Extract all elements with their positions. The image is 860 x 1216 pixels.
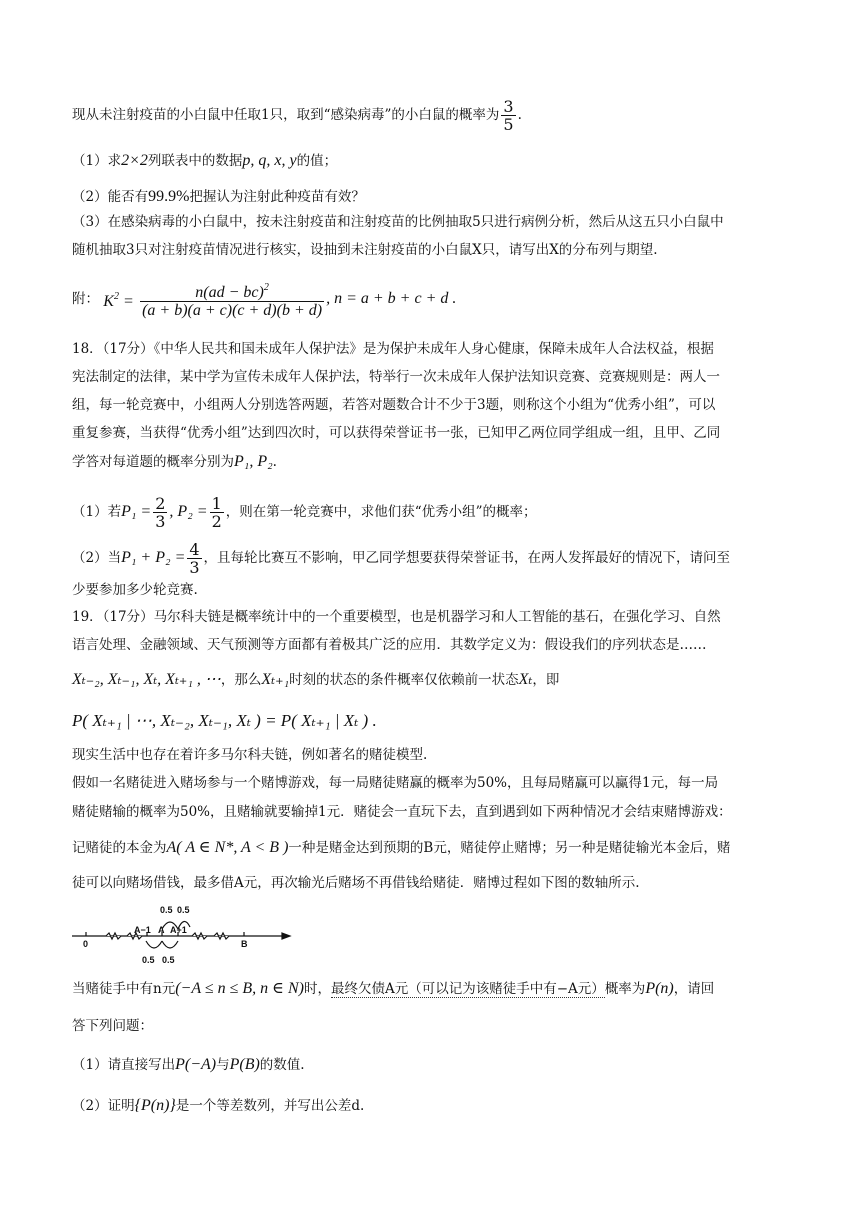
q19-part2-prefix: （2）证明 <box>72 1098 135 1114</box>
q19-part1 <box>72 1055 790 1075</box>
fraction-denominator: 5 <box>503 115 514 134</box>
q19-line3 <box>72 670 790 690</box>
q19-part2 <box>72 1096 790 1116</box>
q17-part1-text: 列联表中的数据 <box>147 153 243 169</box>
fraction-denominator: 2 <box>211 512 222 531</box>
q18-part1-p2: , P₂ = <box>169 503 208 520</box>
q19-part2-suffix: 是一个等差数列，并写出公差d. <box>175 1098 365 1114</box>
q17-part2 <box>72 187 790 207</box>
q18-line2: 宪法制定的法律，某中学为宣传未成年人保护法，特举行一次未成年人保护法知识竞赛、竞赛规则是：两人一 <box>72 369 720 385</box>
q19-part1-mid: 与 <box>216 1057 230 1073</box>
q19-line7: 赌徒赌输的概率为50%，且赌输就要输掉1元．赌徒会一直玩下去，直到遇到如下两种情况才会结束赌博游戏： <box>72 804 732 820</box>
q18-part1-frac2 <box>210 495 224 530</box>
q18-part1-p1: P₁ = <box>121 503 152 520</box>
q19-line8 <box>72 838 790 858</box>
q18-line3: 组，每一轮竞赛中，小组两人分别选答两题，若答对题数合计不少于3题，则称这个小组为“优秀小组”，可以 <box>72 397 716 413</box>
formula-label: 附： <box>72 291 99 307</box>
q18-part2-line2: 少要参加多少轮竞赛. <box>72 582 198 598</box>
label-bottom-prob-1: 0.5 <box>142 955 155 965</box>
q19-debt-note: 最终欠债A元（可以记为该赌徒手中有−A元） <box>331 981 605 997</box>
q18-line4: 重复参赛，当获得“优秀小组”达到四次时，可以获得荣誉证书一张，已知甲乙两位同学组成一组，且甲、乙同 <box>72 425 721 441</box>
arc-bottom-1 <box>146 941 162 948</box>
fraction-denominator: 3 <box>189 558 200 577</box>
q19-line3-mid: ，那么 <box>220 672 262 688</box>
q17-part1 <box>72 151 790 171</box>
formula-denominator: (a + b)(a + c)(c + d)(b + d) <box>142 302 323 319</box>
q19-line10-mid: 时， <box>304 981 331 997</box>
q17-part3-line1: （3）在感染病毒的小白鼠中，按未注射疫苗和注射疫苗的比例抽取5只进行病例分析，然后从这五只小白鼠中 <box>72 214 724 230</box>
q19-line8-prefix: 记赌徒的本金为 <box>72 840 167 856</box>
label-b: B <box>241 939 248 949</box>
fraction-numerator: 1 <box>211 494 222 513</box>
formula-k: K <box>103 292 114 310</box>
q19-markov-formula <box>72 711 790 732</box>
q19-line3-mid2: 时刻的状态的条件概率仅依赖前一状态 <box>289 672 519 688</box>
label-bottom-prob-2: 0.5 <box>162 955 175 965</box>
axis-arrow <box>282 933 290 939</box>
formula-tail: , n = a + b + c + d . <box>326 290 457 307</box>
formula-num-text: n(ad − bc) <box>195 284 264 301</box>
fraction-numerator: 4 <box>189 540 200 559</box>
q19-line10-mid2: 概率为 <box>604 981 646 997</box>
q19-p-minus-a: P(−A) <box>175 1056 217 1073</box>
q17-part1-vars: p, q, x, y <box>242 152 297 169</box>
axis-break-3 <box>192 933 207 939</box>
markov-equation: P( Xₜ₊₁ | ⋯, Xₜ₋₂, Xₜ₋₁, Xₜ ) = P( Xₜ₊₁ | Xₜ ) . <box>72 711 377 730</box>
intro-suffix: . <box>517 107 522 123</box>
q18-line5-suffix: . <box>272 454 277 470</box>
q19-capital-condition: A( A ∈ N*, A < B ) <box>166 839 289 856</box>
q17-part1-prefix: （1）求 <box>72 153 122 169</box>
q18-part2 <box>72 541 790 576</box>
label-a-minus-1: A−1 <box>134 925 151 935</box>
q18-part2-prefix: （2）当 <box>72 550 122 566</box>
label-top-prob-2: 0.5 <box>177 905 190 915</box>
fraction-denominator: 3 <box>155 512 166 531</box>
q18-part1-prefix: （1）若 <box>72 504 122 520</box>
label-top-prob-1: 0.5 <box>160 905 173 915</box>
q19-line10-prefix: 当赌徒手中有n元 <box>72 981 176 997</box>
q18-part1 <box>72 495 790 530</box>
q19-sequence-pn: {P(n)} <box>134 1097 176 1114</box>
gambler-number-line <box>72 903 292 965</box>
q19-line5: 现实生活中也存在着许多马尔科夫链，例如著名的赌徒模型. <box>72 747 428 763</box>
q19-line3-suffix: ，即 <box>532 672 560 688</box>
axis-break-4 <box>214 933 229 939</box>
formula-k-sup: 2 <box>113 290 119 302</box>
label-a: A <box>158 925 165 935</box>
q19-n-range: (−A ≤ n ≤ B, n ∈ N) <box>175 980 304 997</box>
q17-part1-table-size: 2×2 <box>121 152 148 169</box>
q17-part2-percent: 99.9% <box>148 188 190 205</box>
intro-line <box>72 98 790 133</box>
q17-part3-line2: 随机抽取3只对注射疫苗情况进行核实，设抽到未注射疫苗的小白鼠X只，请写出X的分布列与期望. <box>72 242 658 258</box>
q18-part2-suffix: ，且每轮比赛互不影响，甲乙同学想要获得荣誉证书，在两人发挥最好的情况下，请问至 <box>203 550 731 566</box>
arc-bottom-2 <box>162 941 178 948</box>
q19-xt1: Xₜ₊₁ <box>261 671 290 688</box>
formula-num-sup: 2 <box>263 282 269 293</box>
q18-part2-expr: P₁ + P₂ = <box>121 549 186 566</box>
q19-line1: 19．（17分）马尔科夫链是概率统计中的一个重要模型，也是机器学习和人工智能的基石，在强化学习、自然 <box>72 609 721 625</box>
q18-part2-frac <box>187 541 201 576</box>
q18-line5-vars: P₁, P₂ <box>234 453 273 470</box>
q19-xt: Xₜ <box>518 671 533 688</box>
axis-break-1 <box>106 933 121 939</box>
q19-line10-suffix: ，请回 <box>673 981 715 997</box>
q19-part1-suffix: 的数值. <box>259 1057 305 1073</box>
q19-line2: 语言处理、金融领域、天气预测等方面都有着极其广泛的应用．其数学定义为：假设我们的序列状态是…… <box>72 637 707 653</box>
formula-numerator <box>140 279 324 302</box>
q19-sequence: Xₜ₋₂, Xₜ₋₁, Xₜ, Xₜ₊₁ , ⋯ <box>72 671 221 688</box>
formula-fraction <box>140 279 324 319</box>
q19-line6: 假如一名赌徒进入赌场参与一个赌博游戏，每一局赌徒赌赢的概率为50%，且每局赌赢可以赢得1元，每一局 <box>72 775 719 791</box>
q18-line5 <box>72 452 790 472</box>
q19-part1-prefix: （1）请直接写出 <box>72 1057 176 1073</box>
q17-part2-suffix: 把握认为注射此种疫苗有效？ <box>189 189 365 205</box>
fraction-numerator: 2 <box>155 494 166 513</box>
intro-fraction <box>501 98 515 133</box>
intro-text: 现从未注射疫苗的小白鼠中任取1只，取到“感染病毒”的小白鼠的概率为 <box>72 107 500 123</box>
label-a-plus-1: A+1 <box>170 925 187 935</box>
q19-line8-suffix: 一种是赌金达到预期的B元，赌徒停止赌博；另一种是赌徒输光本金后，赌 <box>288 840 731 856</box>
q18-part1-suffix: ，则在第一轮竞赛中，求他们获“优秀小组”的概率； <box>225 504 537 520</box>
fraction-numerator: 3 <box>503 97 514 116</box>
q19-pn: P(n) <box>645 980 674 997</box>
q19-line11: 答下列问题： <box>72 1018 153 1034</box>
q18-part1-frac1 <box>153 495 167 530</box>
chi-square-formula <box>72 279 790 323</box>
label-0: 0 <box>83 939 89 949</box>
q19-p-b: P(B) <box>229 1056 260 1073</box>
q18-line5-prefix: 学答对每道题的概率分别为 <box>72 454 234 470</box>
q19-line10 <box>72 979 790 999</box>
q17-part2-prefix: （2）能否有 <box>72 189 149 205</box>
q19-line9: 徒可以向赌场借钱，最多借A元，再次输光后赌场不再借钱给赌徒．赌博过程如下图的数轴所示. <box>72 875 640 891</box>
q17-part1-suffix: 的值； <box>296 153 338 169</box>
q18-line1: 18．（17分）《中华人民共和国未成年人保护法》是为保护未成年人身心健康，保障未成年人合法权益，根据 <box>72 341 714 357</box>
formula-lhs: $K^2$ = <box>103 290 134 310</box>
